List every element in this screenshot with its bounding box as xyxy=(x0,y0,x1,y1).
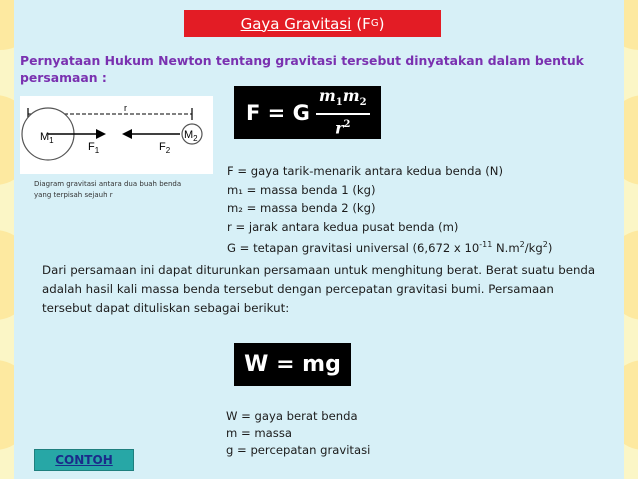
title-text: Gaya Gravitasi xyxy=(240,14,352,33)
definition-line: F = gaya tarik-menarik antara kedua benda (N) xyxy=(227,164,503,178)
definition-line: g = percepatan gravitasi xyxy=(226,443,371,457)
title-paren-open: (F xyxy=(356,14,371,33)
m2-label: $M_2$ xyxy=(184,129,198,143)
intro-text: Pernyataan Hukum Newton tentang gravitasi tersebut dinyatakan dalam bentuk persamaan : xyxy=(20,53,584,85)
weight-formula: W = mg xyxy=(234,343,351,386)
title-paren-close: ) xyxy=(378,14,385,33)
gravity-formula xyxy=(234,86,381,139)
r-label: r xyxy=(124,103,127,113)
formula-definitions xyxy=(227,162,627,257)
f2-label: $F_2$ xyxy=(159,141,171,155)
diagram-caption: Diagram gravitasi antara dua buah benda yang terpisah sejauh r xyxy=(34,180,182,199)
weight-paragraph: Dari persamaan ini dapat diturunkan persamaan untuk menghitung berat. Berat suatu benda adalah hasil kali massa benda tersebut dengan percepatan gravitasi bumi. Persamaan tersebut dapat dituliskan sebagai berikut: xyxy=(42,263,596,315)
title-subscript: G xyxy=(370,18,379,29)
definition-line: m = massa xyxy=(226,426,292,440)
formula-fraction xyxy=(316,86,370,139)
definition-line: r = jarak antara kedua pusat benda (m) xyxy=(227,219,459,234)
contoh-button[interactable]: CONTOH xyxy=(34,449,134,471)
weight-definitions xyxy=(226,408,426,459)
definition-line: m₁ = massa benda 1 (kg) xyxy=(227,182,376,197)
definition-line: W = gaya berat benda xyxy=(226,409,358,423)
slide-title xyxy=(184,10,441,37)
formula-numerator: $m_1m_2$ xyxy=(316,86,370,115)
definition-line: m₂ = massa benda 2 (kg) xyxy=(227,201,376,215)
m1-label: $M_1$ xyxy=(40,131,54,145)
gravitation-diagram xyxy=(20,96,213,174)
definition-line-constant: G = tetapan gravitasi universal (6,672 x $10^{-11}$ $N.m^2/kg^2$) xyxy=(227,240,553,255)
formula-lhs: F = G xyxy=(246,100,310,125)
formula-denominator: $r^2$ xyxy=(335,118,351,138)
diagram-svg xyxy=(20,96,213,174)
f1-label: $F_1$ xyxy=(88,141,100,155)
